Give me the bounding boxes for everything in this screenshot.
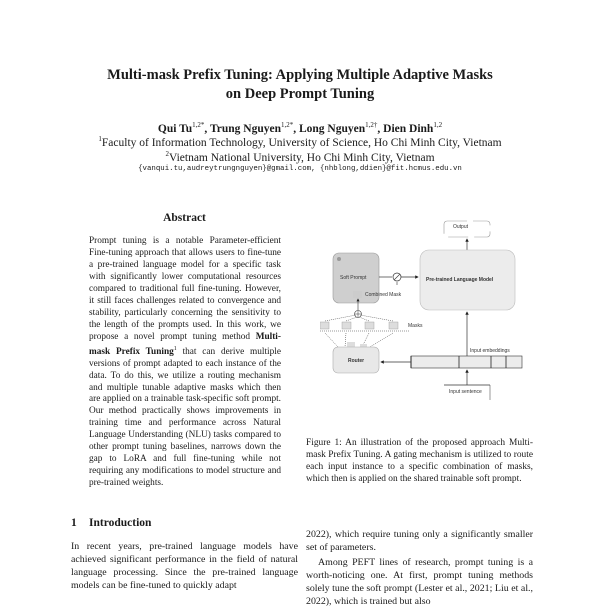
author-affiliation-mark: 1,2 <box>433 121 443 129</box>
abstract-body <box>89 236 281 490</box>
affiliation-text: Vietnam National University, Ho Chi Minh City, Vietnam <box>168 151 435 164</box>
section-title: Introduction <box>89 517 152 529</box>
right-column-body <box>306 528 533 609</box>
author: Qui Tu <box>157 122 193 135</box>
figure-1-caption: Figure 1: An illustration of the proposed approach Multi-mask Prefix Tuning. A gating mechanism is utilized to route each input instance to a specific combination of masks, which then is applied on the shared trainable soft prompt. <box>306 438 533 485</box>
abstract-heading: Abstract <box>163 212 206 224</box>
title-line-2: on Deep Prompt Tuning <box>225 86 375 102</box>
affiliation-2 <box>0 147 600 165</box>
introduction-body: In recent years, pre-trained language models have achieved significant performance in the field of natural language processing. Since the pre-trained language models can be fine-tuned to quickly adapt <box>71 541 298 592</box>
soft-prompt-label: Soft Prompt <box>340 275 367 281</box>
input-sentence-label: Input sentence <box>449 389 482 395</box>
abstract-text: that can derive multiple versions of prompt adapted to each instance of the data. To do this, we utilize a routing mechanism and multiple tunable adaptive masks which then are applied on a trainable task-specific soft prompt. Our method practically shows improvements in training time and performance across Natural Language Understanding (NLU) tasks compared to other prompt tuning baselines, narrows down the gap to LoRA and full fine-tuning while not requiring any modifications to model structure and pre-trained weights. <box>89 346 281 489</box>
abstract-text: Prompt tuning is a notable Parameter-efficient Fine-tuning approach that allows users to fine-tune a pre-trained language model for a specific task with significantly lower computational resources compared to traditional full fine-tuning. However, it still faces challenges related to convergence and stability, particularly concerning the sensitivity to the length of the prompts used. In this work, we propose a novel prompt tuning method <box>89 236 281 342</box>
figure-1-diagram <box>320 215 540 425</box>
architecture-diagram <box>320 215 540 425</box>
affiliation-mark: 2 <box>165 150 169 158</box>
output-label: Output <box>453 224 469 230</box>
input-embeddings-label: Input embeddings <box>470 348 510 354</box>
section-heading-introduction <box>71 517 151 529</box>
masks-label: Masks <box>408 323 423 329</box>
paper-title <box>0 66 600 104</box>
author-emails: {vanqui.tu,audreytrungnguyen}@gmail.com, {nhblong,ddien}@fit.hcmus.edu.vn <box>138 165 462 173</box>
author-affiliation-mark: 1,2* <box>280 121 294 129</box>
author: Long Nguyen <box>298 122 366 135</box>
paragraph: Among PEFT lines of research, prompt tuning is a worth-noticing one. At first, prompt tuning methods solely tune the soft prompt (Lester et al., 2021; Liu et al., 2022), which is trained but also <box>306 557 533 608</box>
paragraph: 2022), which require tuning only a significantly smaller set of parameters. <box>306 529 533 554</box>
author-affiliation-mark: 1,2† <box>365 121 378 129</box>
title-line-1: Multi-mask Prefix Tuning: Applying Multiple Adaptive Masks <box>107 67 493 83</box>
author: Dien Dinh <box>383 122 434 135</box>
method-name: Multi-mask Prefix Tuning <box>89 331 281 357</box>
author-affiliation-mark: 1,2* <box>192 121 205 129</box>
combined-mask-label: Combined Mask <box>365 292 402 298</box>
section-number: 1 <box>71 517 77 529</box>
router-label: Router <box>348 358 365 364</box>
author: Trung Nguyen <box>209 122 281 135</box>
footnote-mark[interactable]: 1 <box>173 345 177 352</box>
affiliation-mark: 1 <box>98 135 102 143</box>
author-list: Qui $Tu^{1,2*}$, Trung Nguyen$^{1,2*}$, Long Nguyen$^{1,2\dagger}$, Dien Dinh$^{1,2}$ <box>157 121 443 135</box>
plm-label: Pre-trained Language Model <box>426 277 494 283</box>
affiliation-text: Faculty of Information Technology, University of Science, Ho Chi Minh City, Vietnam <box>101 136 502 149</box>
